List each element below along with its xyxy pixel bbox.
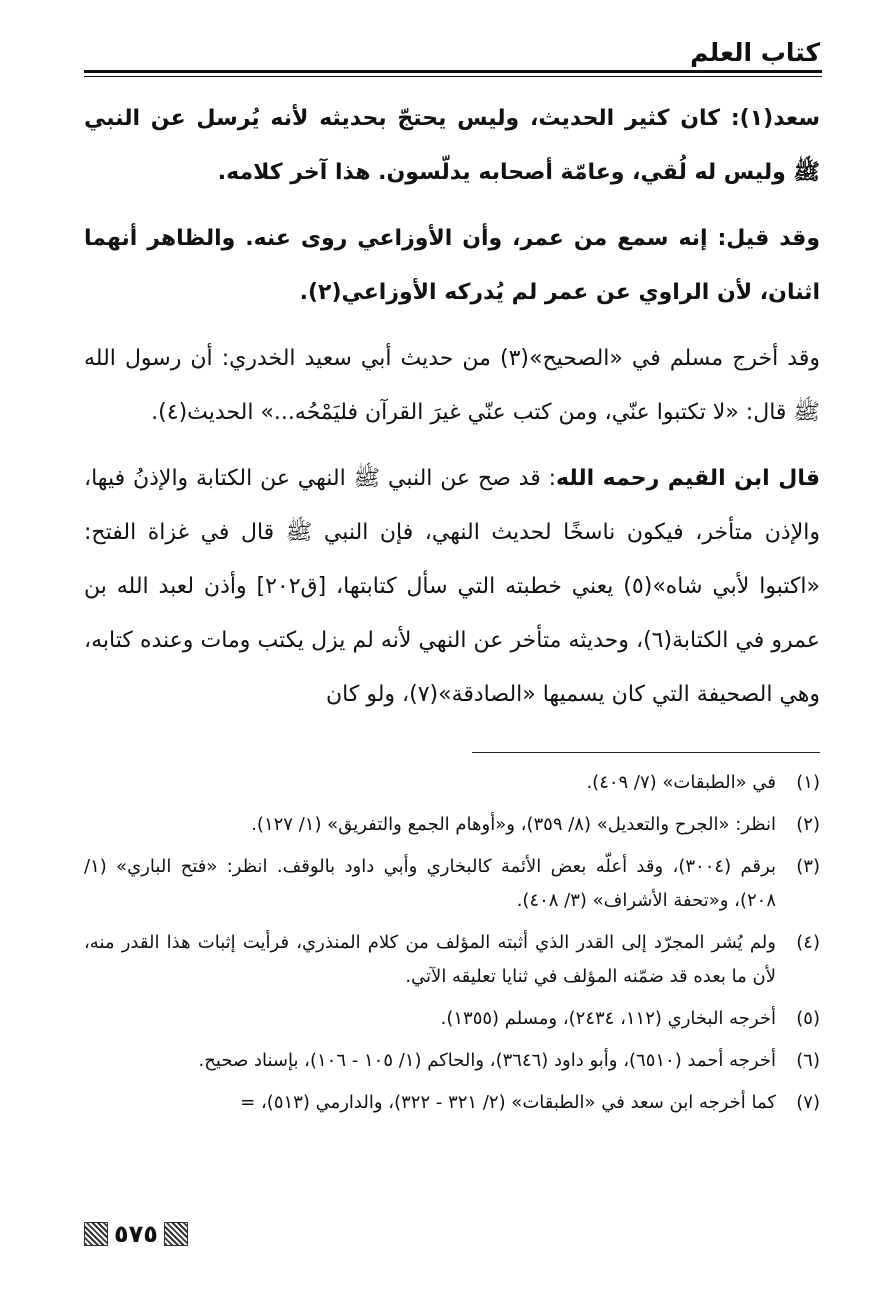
footnote-separator bbox=[472, 752, 820, 753]
footnote-item bbox=[84, 766, 820, 800]
paragraph-4 bbox=[84, 452, 820, 722]
paragraph-4-text: : قد صح عن النبي ﷺ النهي عن الكتابة والإذنُ فيها، والإذن متأخر، فيكون ناسخًا لحديث النهي، فإن النبي ﷺ قال في غزاة الفتح: «اكتبوا لأبي شاه»(٥) يعني خطبته التي سأل كتابتها، [ق٢٠٢] وأذن لعبد الله بن عمرو في الكتابة(٦)، وحديثه متأخر عن النهي لأنه لم يزل يكتب ومات وعنده كتابه، وهي الصحيفة التي كان يسميها «الصادقة»(٧)، ولو كان bbox=[84, 466, 821, 707]
paragraph-2-text: وقد قيل: إنه سمع من عمر، وأن الأوزاعي روى عنه. والظاهر أنهما اثنان، لأن الراوي عن عمر لم يُدركه الأوزاعي(٢). bbox=[84, 226, 820, 305]
page-number-block bbox=[84, 1220, 188, 1248]
footnote-item bbox=[84, 1002, 820, 1036]
footnote-number: (٧) bbox=[796, 1092, 820, 1113]
paragraph-3-text: وقد أخرج مسلم في «الصحيح»(٣) من حديث أبي سعيد الخدري: أن رسول الله ﷺ قال: «لا تكتبوا عنّي، ومن كتب عنّي غيرَ القرآن فليَمْحُه...» الحديث(٤). bbox=[84, 346, 820, 425]
footnote-item bbox=[84, 1044, 820, 1078]
paragraph-3 bbox=[84, 332, 820, 440]
header-rule-thick bbox=[84, 70, 822, 73]
footnote-text: ولم يُشر المجرّد إلى القدر الذي أثبته المؤلف من كلام المنذري، فرأيت إثبات هذا القدر منه، لأن ما بعده قد ضمّنه المؤلف في ثنايا تعليقه الآتي. bbox=[84, 932, 776, 987]
footnote-number: (٦) bbox=[796, 1050, 820, 1071]
footnote-text: انظر: «الجرح والتعديل» (٨/ ٣٥٩)، و«أوهام الجمع والتفريق» (١/ ١٢٧). bbox=[251, 814, 776, 835]
paragraph-1 bbox=[84, 92, 820, 200]
running-title: كتاب العلم bbox=[690, 38, 820, 67]
footnote-text: برقم (٣٠٠٤)، وقد أعلّه بعض الأئمة كالبخاري وأبي داود بالوقف. انظر: «فتح الباري» (١/ ٢٠٨)، و«تحفة الأشراف» (٣/ ٤٠٨). bbox=[84, 856, 776, 911]
paragraph-1-text: سعد(١): كان كثير الحديث، وليس يحتجّ بحديثه لأنه يُرسل عن النبي ﷺ وليس له لُقي، وعامّة أصحابه يدلّسون. هذا آخر كلامه. bbox=[84, 106, 820, 185]
header-rule-thin bbox=[84, 76, 822, 77]
footnote-text: في «الطبقات» (٧/ ٤٠٩). bbox=[586, 772, 776, 793]
ornament-icon bbox=[164, 1222, 188, 1246]
paragraph-4-lead: قال ابن القيم رحمه الله bbox=[556, 466, 820, 491]
page-number: ٥٧٥ bbox=[114, 1220, 158, 1248]
footnote-text: أخرجه البخاري (١١٢، ٢٤٣٤)، ومسلم (١٣٥٥). bbox=[440, 1008, 776, 1029]
paragraph-2 bbox=[84, 212, 820, 320]
footnote-number: (٣) bbox=[796, 856, 820, 877]
footnote-number: (٥) bbox=[796, 1008, 820, 1029]
footnote-item bbox=[84, 926, 820, 994]
footnote-item bbox=[84, 850, 820, 918]
footnote-number: (١) bbox=[796, 772, 820, 793]
footnote-text: كما أخرجه ابن سعد في «الطبقات» (٢/ ٣٢١ - ٣٢٢)، والدارمي (٥١٣)، = bbox=[240, 1092, 776, 1113]
main-text bbox=[84, 92, 820, 734]
footnote-item bbox=[84, 808, 820, 842]
ornament-icon bbox=[84, 1222, 108, 1246]
footnote-item bbox=[84, 1086, 820, 1120]
footnotes bbox=[84, 766, 820, 1128]
footnote-number: (٤) bbox=[796, 932, 820, 953]
footnote-text: أخرجه أحمد (٦٥١٠)، وأبو داود (٣٦٤٦)، والحاكم (١/ ١٠٥ - ١٠٦)، بإسناد صحيح. bbox=[198, 1050, 776, 1071]
footnote-number: (٢) bbox=[796, 814, 820, 835]
